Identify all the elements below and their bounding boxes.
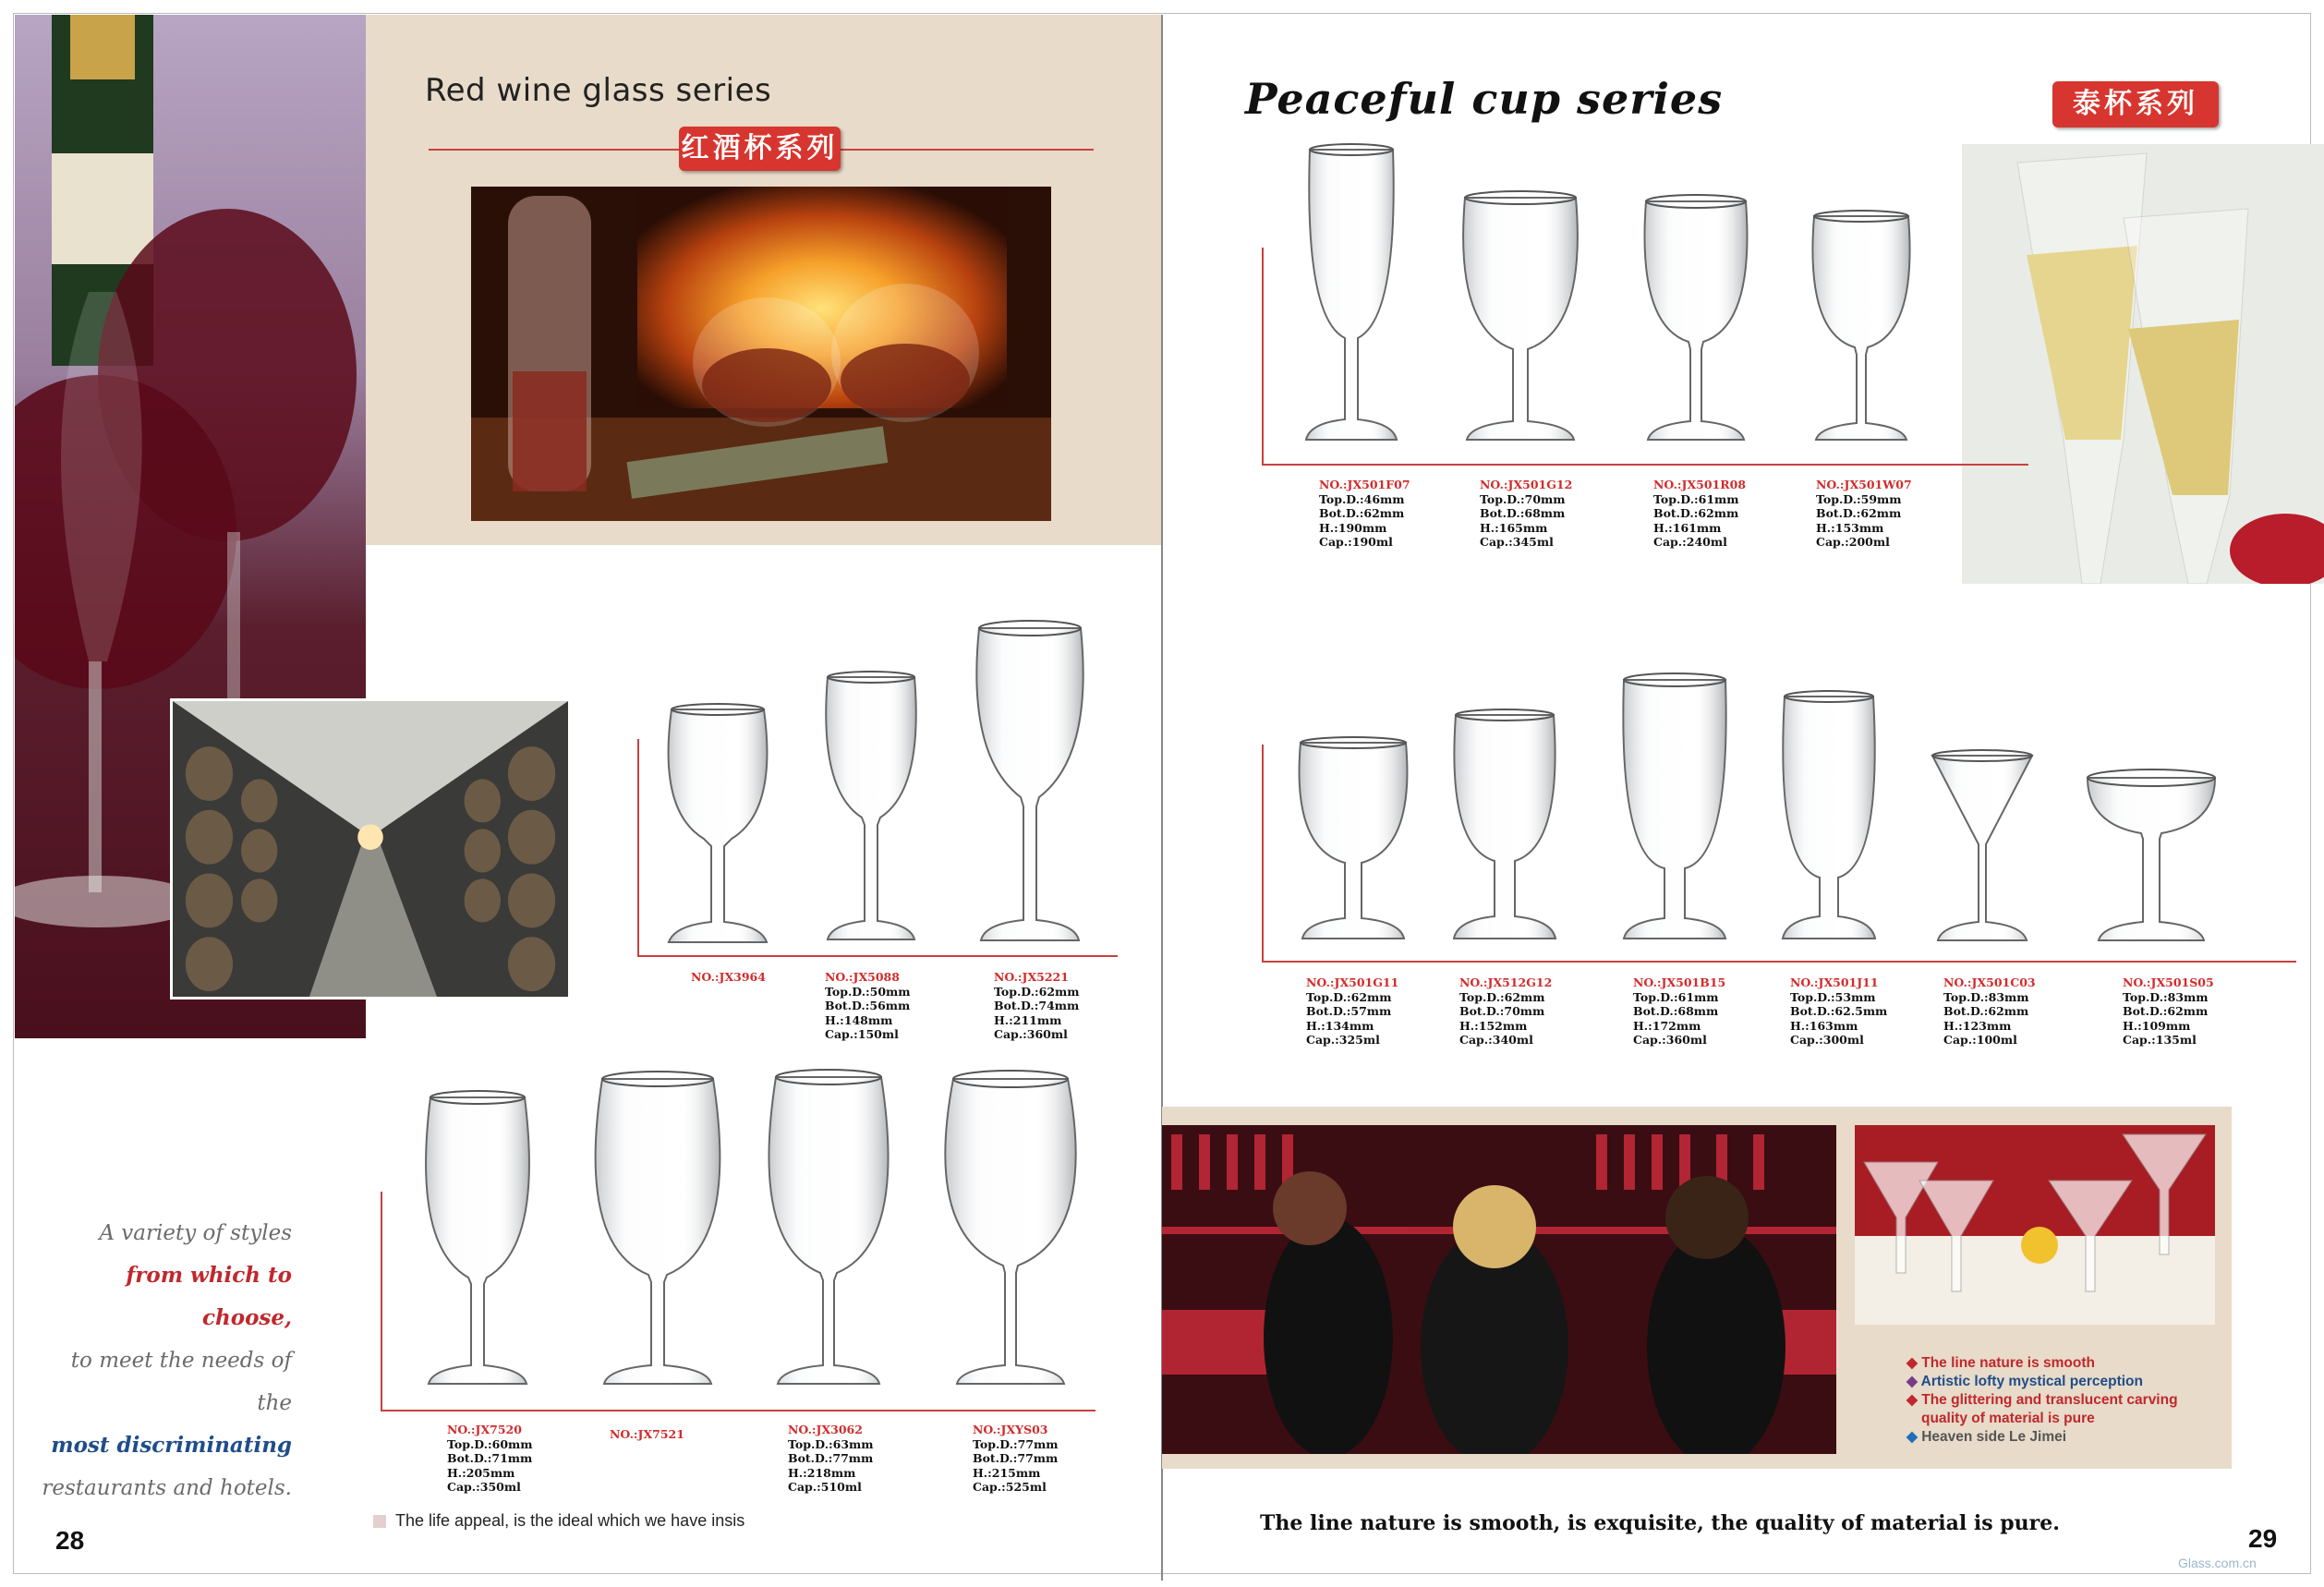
glass-jx3964 [658, 700, 778, 950]
glass-jx501b15 [1615, 672, 1735, 948]
left-quote [37, 1212, 292, 1509]
spec-jx7521: NO.:JX7521 [610, 1427, 684, 1441]
wine-cellar-photo [170, 698, 571, 999]
glass-jx501g11 [1293, 735, 1413, 948]
spec-jx501c03: NO.:JX501C03 Top.D.:83mm Bot.D.:62mm H.:123mm Cap.:100ml [1943, 975, 2036, 1047]
footer-note-square [373, 1515, 386, 1528]
spec-jx501w07: NO.:JX501W07 Top.D.:59mm Bot.D.:62mm H.:153mm Cap.:200ml [1816, 478, 1912, 549]
spec-jx3964: NO.:JX3964 [691, 970, 766, 984]
spec-jx7520: NO.:JX7520 Top.D.:60mm Bot.D.:71mm H.:205mm Cap.:350ml [447, 1423, 533, 1494]
right-tagline: The line nature is smooth, is exquisite, the quality of material is pure. [1260, 1511, 2060, 1535]
bullet-3: ◆ The glittering and translucent carving [1906, 1392, 2178, 1408]
glass-jx3062 [759, 1068, 898, 1393]
spec-jx501g11: NO.:JX501G11 Top.D.:62mm Bot.D.:57mm H.:134mm Cap.:325ml [1306, 975, 1399, 1047]
right-page-number: 29 [2248, 1524, 2278, 1553]
spec-jx3062: NO.:JX3062 Top.D.:63mm Bot.D.:77mm H.:218mm Cap.:510ml [788, 1423, 874, 1494]
glass-jx7520 [418, 1088, 538, 1393]
spec-jx501f07: NO.:JX501F07 Top.D.:46mm Bot.D.:62mm H.:190mm Cap.:190ml [1319, 478, 1410, 549]
glass-jxys03 [937, 1068, 1084, 1393]
left-row2-hrule [381, 1410, 1095, 1411]
right-row1-vrule [1262, 248, 1264, 466]
right-row2-vrule [1262, 745, 1264, 963]
quote-line-3: to meet the needs of the [70, 1349, 292, 1415]
bullet-3-cont: quality of material is pure [1921, 1411, 2095, 1426]
spec-jx5221: NO.:JX5221 Top.D.:62mm Bot.D.:74mm H.:211mm Cap.:360ml [994, 970, 1080, 1041]
left-row2-vrule [381, 1192, 382, 1411]
left-page-number: 28 [55, 1526, 85, 1555]
glass-jx501f07 [1301, 142, 1402, 449]
spec-jx501s05: NO.:JX501S05 Top.D.:83mm Bot.D.:62mm H.:109mm Cap.:135ml [2123, 975, 2214, 1047]
bullet-2: ◆ Artistic lofty mystical perception [1906, 1374, 2143, 1389]
champagne-photo [1962, 144, 2324, 584]
fireplace-wine-photo [471, 187, 1051, 521]
spec-jx512g12: NO.:JX512G12 Top.D.:62mm Bot.D.:70mm H.:152mm Cap.:340ml [1459, 975, 1553, 1047]
spec-jx5088: NO.:JX5088 Top.D.:50mm Bot.D.:56mm H.:148mm Cap.:150ml [825, 970, 911, 1041]
watermark: Glass.com.cn [2178, 1556, 2257, 1570]
quote-line-1: A variety of styles [99, 1221, 292, 1245]
glass-jx501j11 [1775, 689, 1882, 948]
glass-jx501w07 [1807, 209, 1916, 449]
bullet-1: ◆ The line nature is smooth [1906, 1355, 2095, 1371]
right-page [1162, 0, 2324, 1587]
quote-line-2: from which to choose, [126, 1263, 292, 1330]
spec-jx501g12: NO.:JX501G12 Top.D.:70mm Bot.D.:68mm H.:165mm Cap.:345ml [1480, 478, 1573, 549]
quote-line-4: most discriminating [51, 1433, 292, 1458]
right-badge: 泰杯系列 [2052, 81, 2219, 127]
glass-jx5221 [970, 617, 1090, 950]
glass-jx501g12 [1458, 190, 1583, 449]
feature-bullets [1906, 1354, 2178, 1447]
bar-photo [1162, 1125, 1836, 1454]
glass-jx501s05 [2084, 767, 2219, 948]
right-row1-hrule [1262, 464, 2028, 466]
left-row1-vrule [637, 739, 639, 957]
martini-photo [1855, 1125, 2215, 1325]
spec-jxys03: NO.:JXYS03 Top.D.:77mm Bot.D.:77mm H.:215mm Cap.:525ml [973, 1423, 1059, 1494]
glass-jx7521 [584, 1070, 732, 1393]
left-title: Red wine glass series [425, 72, 772, 109]
glass-jx501c03 [1929, 748, 2036, 948]
spec-jx501b15: NO.:JX501B15 Top.D.:61mm Bot.D.:68mm H.:172mm Cap.:360ml [1633, 975, 1726, 1047]
left-row1-hrule [637, 955, 1118, 957]
left-badge: 红酒杯系列 [679, 127, 841, 171]
left-footer-note: The life appeal, is the ideal which we have insis [395, 1511, 745, 1530]
bullet-4: ◆ Heaven side Le Jimei [1906, 1429, 2067, 1445]
right-title: Peaceful cup series [1245, 74, 1724, 124]
glass-jx501r08 [1639, 194, 1753, 449]
spec-jx501j11: NO.:JX501J11 Top.D.:53mm Bot.D.:62.5mm H.:163mm Cap.:300ml [1790, 975, 1888, 1047]
glass-jx512g12 [1445, 708, 1565, 948]
quote-line-5: restaurants and hotels. [42, 1476, 292, 1500]
spec-jx501r08: NO.:JX501R08 Top.D.:61mm Bot.D.:62mm H.:161mm Cap.:240ml [1653, 478, 1747, 549]
glass-jx5088 [820, 670, 922, 947]
right-row2-hrule [1262, 961, 2296, 963]
